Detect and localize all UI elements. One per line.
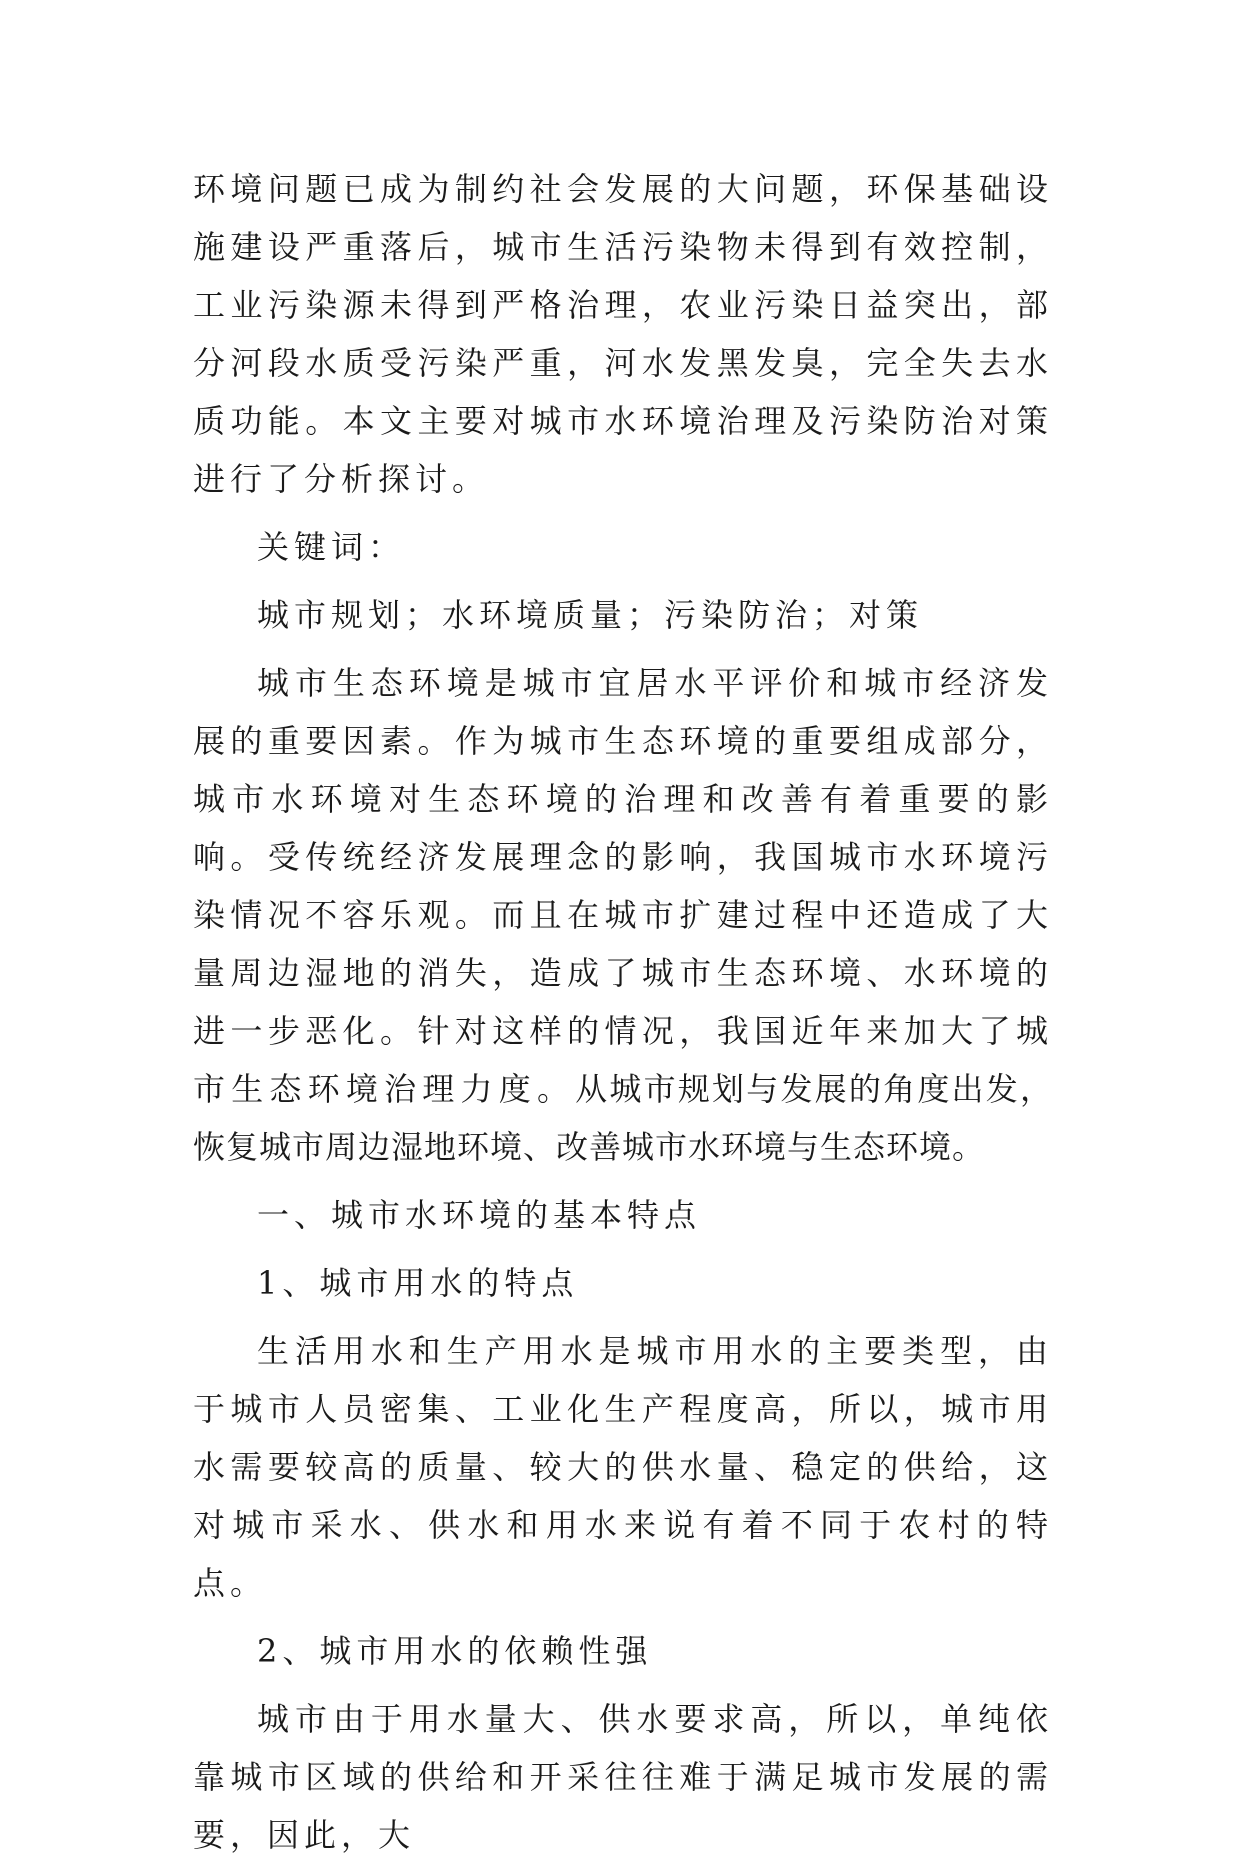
spacer [193,576,1053,586]
spacer [193,1312,1053,1322]
body-text-column [193,160,1053,1864]
spacer [193,644,1053,654]
subsection-heading-1: 1、城市用水的特点 [257,1264,579,1302]
subsection-2-body: 城市由于用水量大、供水要求高，所以，单纯依靠城市区域的供给和开采往往难于满足城市发展的需要，因此，大 [193,1700,1053,1854]
spacer [193,1680,1053,1690]
spacer [193,508,1053,518]
intro-paragraph [193,654,1053,1176]
keywords-list: 城市规划；水环境质量；污染防治；对策 [257,596,924,634]
subsection-1-body: 生活用水和生产用水是城市用水的主要类型，由于城市人员密集、工业化生产程度高，所以，城市用水需要较高的质量、较大的供水量、稳定的供给，这对城市采水、供水和用水来说有着不同于农村的特点。 [193,1332,1053,1602]
spacer [193,1612,1053,1622]
spacer [193,1244,1053,1254]
keywords-label: 关键词： [257,528,406,566]
abstract-paragraph: 环境问题已成为制约社会发展的大问题，环保基础设施建设严重落后，城市生活污染物未得到有效控制，工业污染源未得到严格治理，农业污染日益突出，部分河段水质受污染严重，河水发黑发臭，完全失去水质功能。本文主要对城市水环境治理及污染防治对策进行了分析探讨。 [193,170,1053,498]
spacer [193,1176,1053,1186]
intro-paragraph-main: 城市生态环境是城市宜居水平评价和城市经济发展的重要因素。作为城市生态环境的重要组成部分，城市水环境对生态环境的治理和改善有着重要的影响。受传统经济发展理念的影响，我国城市水环境污染情况不容乐观。而且在城市扩建过程中还造成了大量周边湿地的消失，造成了城市生态环境、水环境的进一步恶化。针对这样的情况，我国近年来加大了城市生态环境治理力度。 [193,664,1053,1108]
subsection-heading-2: 2、城市用水的依赖性强 [257,1632,653,1670]
section-heading-1: 一、城市水环境的基本特点 [257,1196,702,1234]
intro-paragraph-last-line: 从城市规划与发展的角度出发，恢复城市周边湿地环境、改善城市水环境与生态环境。 [193,1070,1053,1166]
